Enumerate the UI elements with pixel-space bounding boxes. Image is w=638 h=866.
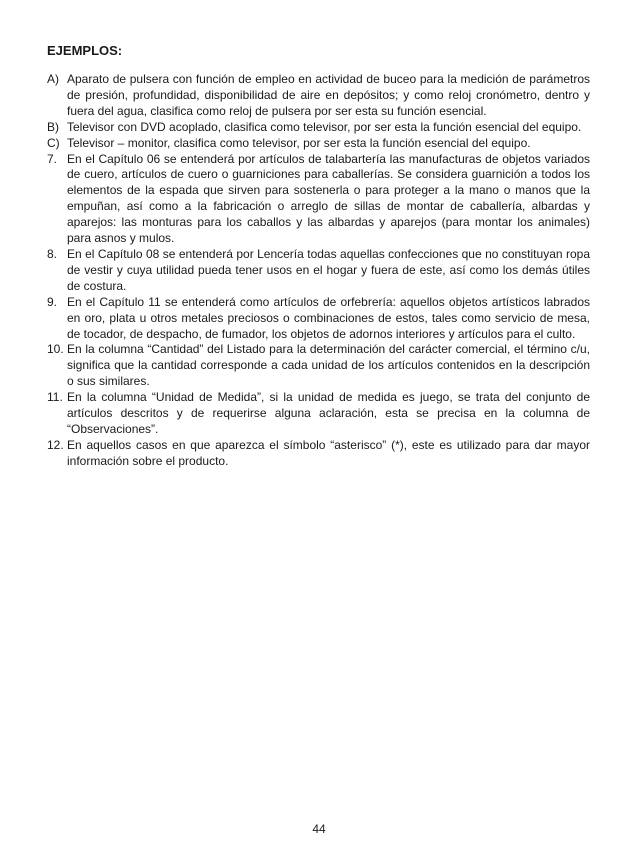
list-marker: C) <box>47 135 60 150</box>
list-item-a <box>47 72 590 120</box>
list-marker: 9. <box>47 294 58 309</box>
list-marker: 11. <box>47 390 63 405</box>
list-item-8 <box>47 247 590 295</box>
list-item-12 <box>47 438 590 470</box>
list-item-text: En la columna “Unidad de Medida”, si la unidad de medida es juego, se trata del conjunto de artículos descritos y de requerirse alguna aclaración, esta se precisa en la columna de “Observaciones”. <box>67 390 590 436</box>
list-item-text: Televisor – monitor, clasifica como televisor, por ser esta la función esencial del equipo. <box>67 135 531 150</box>
list-marker: 7. <box>47 151 58 166</box>
list-item-text: Aparato de pulsera con función de empleo en actividad de buceo para la medición de parámetros de presión, profundidad, disponibilidad de aire en depósitos; y como reloj cronómetro, dentro y fuera del agua, clasifica como reloj de pulsera por ser esta su función esencial. <box>67 72 590 118</box>
list-marker: 8. <box>47 246 58 261</box>
list-marker: A) <box>47 72 59 86</box>
list-marker: B) <box>47 119 59 134</box>
list-item-text: En el Capítulo 11 se entenderá como artículos de orfebrería: aquellos objetos artísticos labrados en oro, plata u otros metales preciosos o combinaciones de estos, tales como servicio de mesa, de tocador, de despacho, de fumador, los objetos de adornos interiores y artículos para el culto. <box>67 294 590 341</box>
examples-list <box>47 72 590 470</box>
list-item-text: En aquellos casos en que aparezca el símbolo “asterisco” (*), este es utilizado para dar mayor información sobre el producto. <box>67 437 590 468</box>
list-marker: 10. <box>47 342 64 357</box>
list-item-11 <box>47 390 590 438</box>
list-item-10 <box>47 342 590 390</box>
list-item-text: En el Capítulo 08 se entenderá por Lencería todas aquellas confecciones que no constituyan ropa de vestir y cuya utilidad pueda tener usos en el hogar y fuera de este, así como los demás útiles de costura. <box>67 246 590 293</box>
list-item-c <box>47 136 590 152</box>
list-item-b <box>47 120 590 136</box>
page-number: 44 <box>312 822 326 836</box>
list-item-text: En el Capítulo 06 se entenderá por artículos de talabartería las manufacturas de objetos variados de cuero, artículos de cuero o guarniciones para caballerías. Se considera guarnición a todos los elementos de la espada que sirven para sostenerla o para proteger a la mano o manos que la empuñan, así como a la fabricación o arreglo de sillas de montar de caballería, albardas y aparejos: las monturas para los caballos y las albardas y aparejos (para montar los animales) para asnos y mulos. <box>67 151 590 246</box>
list-marker: 12. <box>47 437 64 452</box>
list-item-text: Televisor con DVD acoplado, clasifica como televisor, por ser esta la función esencial del equipo. <box>67 119 582 134</box>
section-heading: EJEMPLOS: <box>47 43 123 58</box>
list-item-text: En la columna “Cantidad” del Listado para la determinación del carácter comercial, el término c/u, significa que la cantidad corresponde a cada unidad de los artículos contenidos en la descripción o sus similares. <box>67 342 590 389</box>
list-item-7 <box>47 152 590 247</box>
list-item-9 <box>47 295 590 343</box>
document-body <box>47 43 590 470</box>
